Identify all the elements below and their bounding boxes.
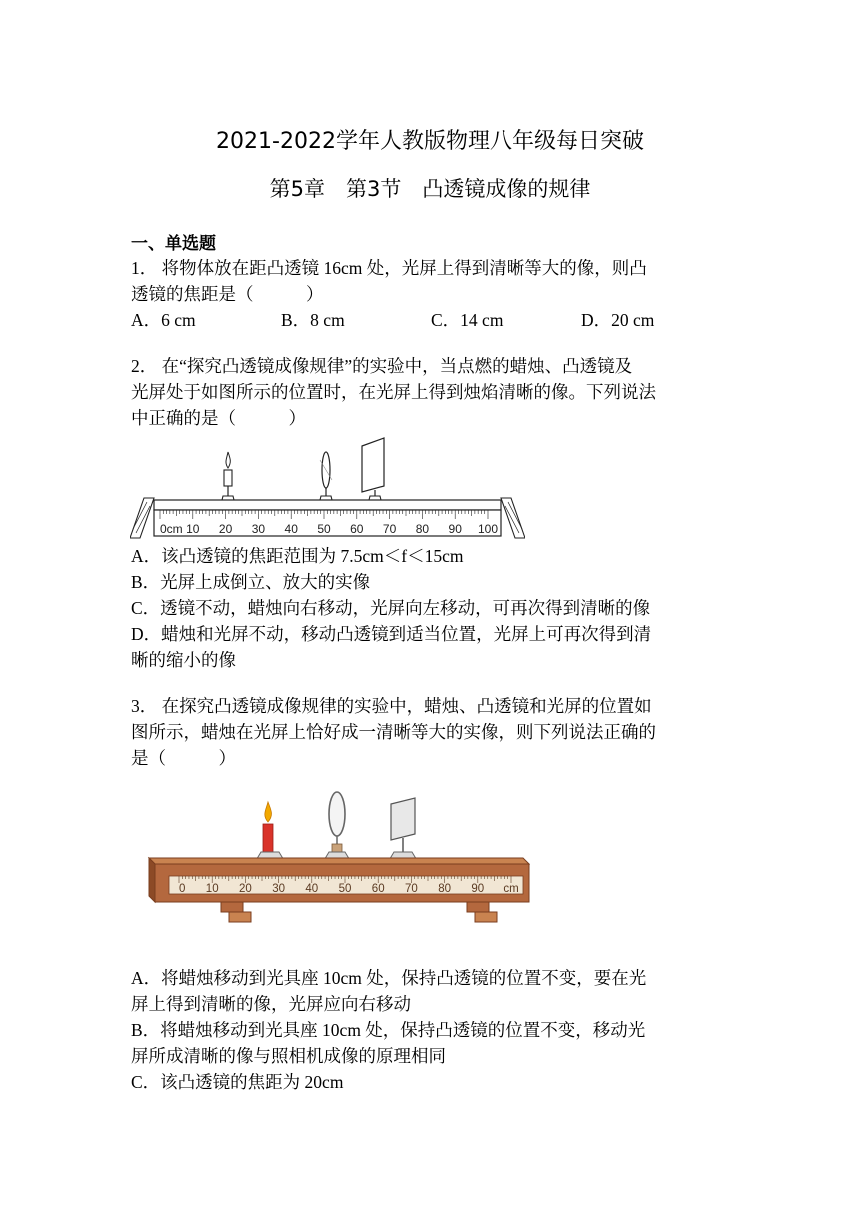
ruler-label: 80 xyxy=(415,522,430,536)
document-title: 2021-2022学年人教版物理八年级每日突破 xyxy=(216,129,644,154)
candle xyxy=(224,470,232,486)
candle xyxy=(263,824,273,852)
bench-foot-right xyxy=(467,902,489,912)
candle-flame xyxy=(265,802,272,822)
ruler-label: 70 xyxy=(382,522,397,536)
ruler-label: 60 xyxy=(371,883,385,895)
q3-option-a[interactable]: A．将蜡烛移动到光具座 10cm 处，保持凸透镜的位置不变，要在光 xyxy=(131,968,647,988)
q3-option-b-cont: 屏所成清晰的像与照相机成像的原理相同 xyxy=(131,1046,446,1066)
q2-option-a[interactable]: A．该凸透镜的焦距范围为 7.5cm＜f＜15cm xyxy=(131,546,464,566)
q2-optical-bench-figure xyxy=(130,432,525,544)
q2-stem-line-3: 中正确的是（ ） xyxy=(131,408,306,428)
q1-option-c[interactable]: C．14 cm xyxy=(431,310,504,330)
q3-option-c[interactable]: C．该凸透镜的焦距为 20cm xyxy=(131,1072,344,1092)
convex-lens xyxy=(329,792,345,836)
q3-option-a-cont: 屏上得到清晰的像，光屏应向右移动 xyxy=(131,994,411,1014)
ruler-label: 20 xyxy=(218,522,233,536)
ruler-label: 80 xyxy=(438,883,451,895)
q1-stem-line-2: 透镜的焦距是（ ） xyxy=(131,284,324,304)
q1-stem-line-1: 1． 将物体放在距凸透镜 16cm 处，光屏上得到清晰等大的像，则凸 xyxy=(131,258,647,278)
q3-stem-line-3: 是（ ） xyxy=(131,748,236,768)
ruler-label: 30 xyxy=(272,883,285,895)
q1-option-b[interactable]: B．8 cm xyxy=(281,310,345,330)
ruler-label: 10 xyxy=(205,883,219,895)
ruler-label: 10 xyxy=(186,522,200,536)
ruler-label: 100 xyxy=(477,522,499,536)
q3-option-b[interactable]: B．将蜡烛移动到光具座 10cm 处，保持凸透镜的位置不变，移动光 xyxy=(131,1020,646,1040)
q1-option-a[interactable]: A．6 cm xyxy=(131,310,196,330)
ruler-label: 40 xyxy=(305,883,319,895)
ruler-label: 0 xyxy=(179,883,186,895)
light-screen xyxy=(362,438,384,492)
ruler-label: 70 xyxy=(405,883,418,895)
ruler-label: 90 xyxy=(448,522,462,536)
ruler-label: 40 xyxy=(284,522,298,536)
ruler-label: cm xyxy=(503,883,519,895)
candle-flame xyxy=(226,452,230,468)
q3-stem-line-2: 图所示，蜡烛在光屏上恰好成一清晰等大的实像，则下列说法正确的 xyxy=(131,722,656,742)
q1-option-d[interactable]: D．20 cm xyxy=(581,310,655,330)
light-screen xyxy=(391,798,415,840)
q2-stem-line-2: 光屏处于如图所示的位置时，在光屏上得到烛焰清晰的像。下列说法 xyxy=(131,382,656,402)
ruler-label: 0cm xyxy=(160,522,183,536)
q2-option-d[interactable]: D．蜡烛和光屏不动，移动凸透镜到适当位置，光屏上可再次得到清 xyxy=(131,624,652,644)
ruler-label: 30 xyxy=(251,522,266,536)
ruler-label: 90 xyxy=(471,883,485,895)
ruler-label: 60 xyxy=(350,522,364,536)
q2-stem-line-1: 2． 在“探究凸透镜成像规律”的实验中，当点燃的蜡烛、凸透镜及 xyxy=(131,356,633,376)
ruler-label: 50 xyxy=(317,522,331,536)
bench-foot-left xyxy=(221,902,243,912)
ruler-label: 20 xyxy=(239,883,252,895)
q2-option-c[interactable]: C．透镜不动，蜡烛向右移动，光屏向左移动，可再次得到清晰的像 xyxy=(131,598,651,618)
q3-optical-bench-figure xyxy=(145,788,530,928)
ruler-label: 50 xyxy=(338,883,352,895)
q2-option-d-cont: 晰的缩小的像 xyxy=(131,650,236,670)
bench-top xyxy=(149,858,529,864)
q2-option-b[interactable]: B．光屏上成倒立、放大的实像 xyxy=(131,572,371,592)
bench-rail xyxy=(154,500,501,510)
q3-stem-line-1: 3． 在探究凸透镜成像规律的实验中，蜡烛、凸透镜和光屏的位置如 xyxy=(131,696,652,716)
chapter-title: 第5章 第3节 凸透镜成像的规律 xyxy=(269,177,591,201)
section-heading: 一、单选题 xyxy=(131,234,216,254)
